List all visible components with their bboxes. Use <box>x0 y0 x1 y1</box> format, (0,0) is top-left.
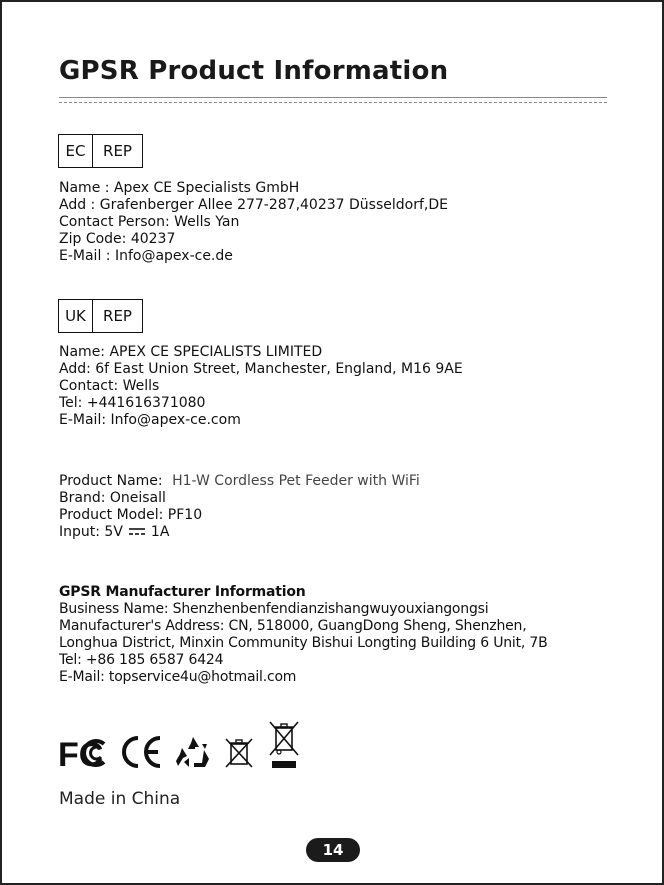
title-divider <box>59 97 607 98</box>
uk-rep-details <box>59 344 463 429</box>
page-number-badge: 14 <box>306 838 360 862</box>
product-brand: Brand: Oneisall <box>59 490 166 506</box>
ec-rep-name: Name : Apex CE Specialists GmbH <box>59 180 300 196</box>
compliance-marks <box>58 718 302 770</box>
page-title: GPSR Product Information <box>59 56 449 86</box>
product-input-row <box>59 524 420 541</box>
product-name-value: H1-W Cordless Pet Feeder with WiFi <box>172 473 420 489</box>
ce-mark-icon <box>118 734 164 770</box>
manufacturer-business-name: Business Name: Shenzhenbenfendianzishangwuyouxiangongsi <box>59 601 489 617</box>
ec-rep-badge-right: REP <box>103 142 132 160</box>
uk-rep-address: Add: 6f East Union Street, Manchester, England, M16 9AE <box>59 361 463 377</box>
recycle-icon <box>174 734 212 770</box>
product-name-row <box>59 473 420 490</box>
manufacturer-email: E-Mail: topservice4u@hotmail.com <box>59 669 297 685</box>
fcc-mark-text: FC <box>58 736 104 770</box>
product-input-value: 1A <box>150 524 170 540</box>
uk-rep-email: E-Mail: Info@apex-ce.com <box>59 412 241 428</box>
ec-rep-contact: Contact Person: Wells Yan <box>59 214 240 230</box>
uk-rep-name: Name: APEX CE SPECIALISTS LIMITED <box>59 344 323 360</box>
manufacturer-address-1: Manufacturer's Address: CN, 518000, GuangDong Sheng, Shenzhen, <box>59 618 527 634</box>
manufacturer-heading: GPSR Manufacturer Information <box>59 584 306 600</box>
uk-rep-badge <box>58 299 143 333</box>
uk-rep-contact: Contact: Wells <box>59 378 160 394</box>
fcc-mark-icon <box>58 734 108 770</box>
ec-rep-badge <box>58 134 143 168</box>
uk-rep-badge-right: REP <box>103 307 132 325</box>
weee-bin-icon <box>222 734 256 770</box>
product-model: Product Model: PF10 <box>59 507 203 523</box>
manufacturer-details <box>59 584 548 686</box>
product-input-label: Input: 5V <box>59 524 123 540</box>
uk-rep-badge-left: UK <box>59 300 93 332</box>
made-in-label: Made in China <box>59 789 181 809</box>
product-details <box>59 473 420 541</box>
title-divider-dashed <box>59 102 607 103</box>
ec-rep-zip: Zip Code: 40237 <box>59 231 176 247</box>
dc-current-icon <box>129 527 145 536</box>
product-name-label: Product Name: <box>59 473 163 489</box>
ec-rep-details <box>59 180 448 265</box>
manufacturer-tel: Tel: +86 185 6587 6424 <box>59 652 224 668</box>
ec-rep-address: Add : Grafenberger Allee 277-287,40237 Düsseldorf,DE <box>59 197 448 213</box>
ec-rep-badge-left: EC <box>59 135 93 167</box>
ec-rep-email: E-Mail : Info@apex-ce.de <box>59 248 233 264</box>
weee-bin-bar-icon <box>266 718 302 770</box>
manufacturer-address-2: Longhua District, Minxin Community Bishui Longting Building 6 Unit, 7B <box>59 635 548 651</box>
uk-rep-tel: Tel: +441616371080 <box>59 395 206 411</box>
